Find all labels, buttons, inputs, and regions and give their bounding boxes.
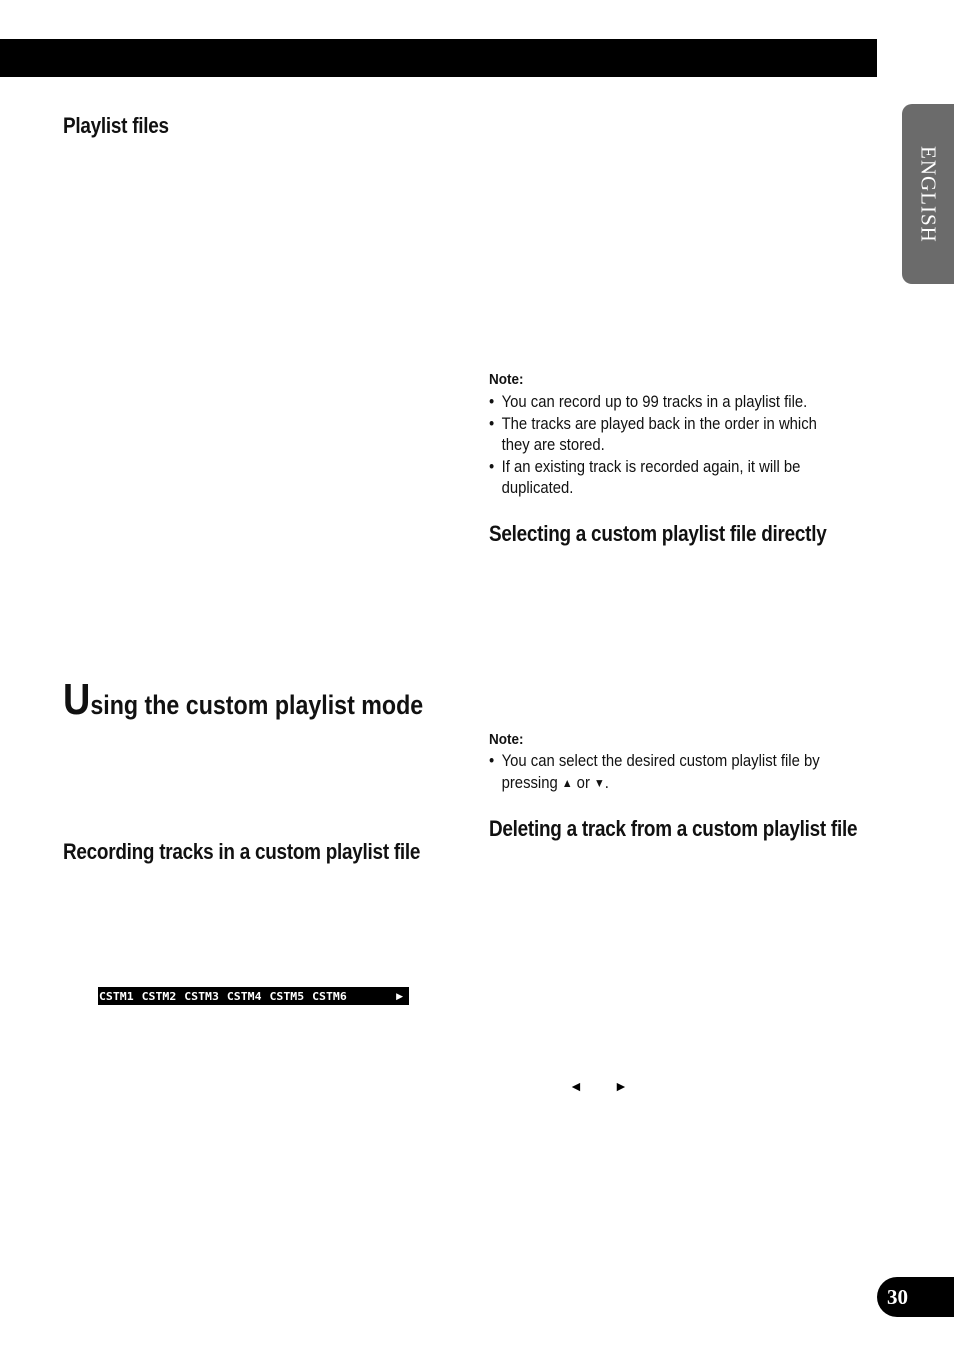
page-number: 30 xyxy=(887,1285,908,1309)
lcd-display-strip xyxy=(98,987,409,1005)
section-title-custom-playlist-mode xyxy=(63,675,424,727)
lcd-item-cstm5: CSTM5 xyxy=(269,989,305,1003)
note-title: Note: xyxy=(489,371,524,388)
right-arrow-icon: ► xyxy=(614,1078,628,1094)
note-text: or xyxy=(572,773,595,792)
heading-recording-tracks: Recording tracks in a custom playlist file xyxy=(63,839,421,864)
heading-deleting-track: Deleting a track from a custom playlist file xyxy=(489,816,858,841)
section-title-rest: sing the custom playlist mode xyxy=(90,690,424,720)
note-item: • If an existing track is recorded again, it will be duplicated. xyxy=(489,457,849,500)
lcd-item-cstm6: CSTM6 xyxy=(312,989,347,1003)
lcd-item-cstm1: CSTM1 xyxy=(99,989,134,1003)
note-list xyxy=(489,751,849,794)
lcd-item-cstm3: CSTM3 xyxy=(184,989,219,1003)
down-triangle-icon: ▼ xyxy=(594,775,605,790)
page-number-badge xyxy=(877,1277,954,1317)
heading-selecting-playlist: Selecting a custom playlist file directly xyxy=(489,521,827,546)
section-title-initial: U xyxy=(63,675,91,724)
note-list xyxy=(489,392,849,500)
lcd-arrow-right-icon: ▶ xyxy=(396,990,403,1001)
note-text: You can select the desired custom playlist file by pressing xyxy=(501,752,820,792)
note-item xyxy=(489,751,849,794)
header-bar xyxy=(0,39,877,77)
note-item: • The tracks are played back in the order in which they are stored. xyxy=(489,414,849,457)
up-triangle-icon: ▲ xyxy=(561,775,573,790)
note-text: . xyxy=(604,773,609,792)
note-item: • You can record up to 99 tracks in a playlist file. xyxy=(489,392,849,414)
language-tab xyxy=(902,104,954,284)
left-arrow-icon: ◄ xyxy=(569,1078,583,1094)
heading-playlist-files: Playlist files xyxy=(63,113,169,138)
lcd-item-cstm4: CSTM4 xyxy=(226,989,262,1003)
lcd-item-cstm2: CSTM2 xyxy=(141,989,177,1003)
note-title: Note: xyxy=(489,731,524,748)
language-tab-label: ENGLISH xyxy=(916,145,941,243)
